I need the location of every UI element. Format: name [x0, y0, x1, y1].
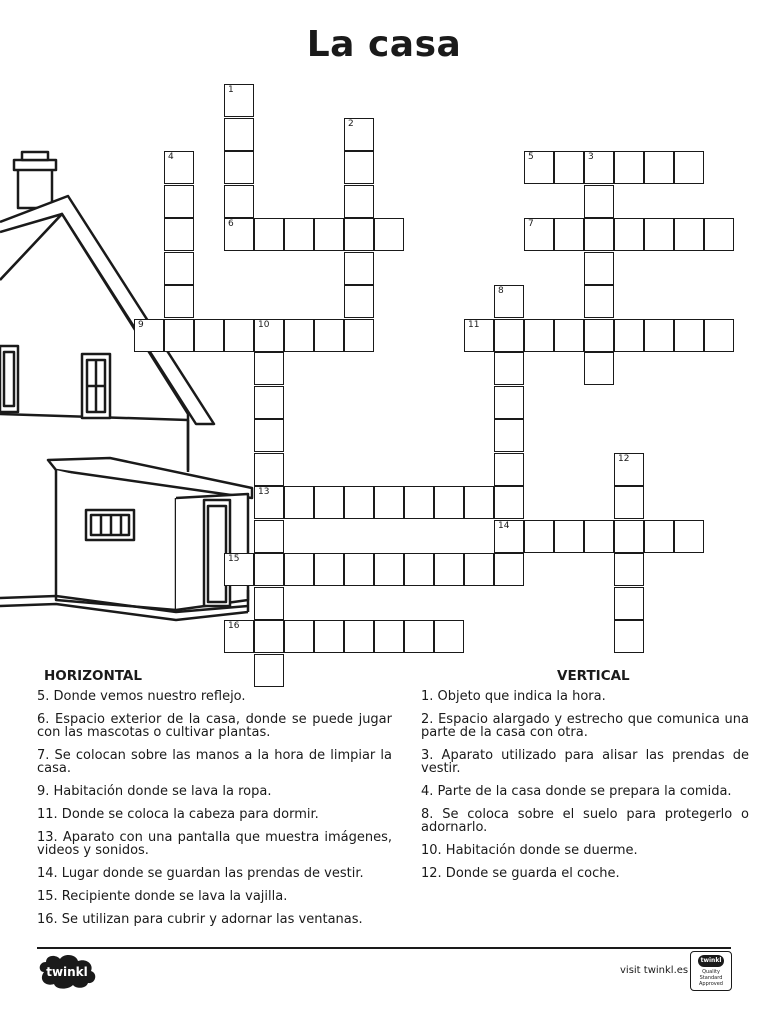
crossword-cell[interactable]	[464, 553, 494, 586]
vertical-heading: VERTICAL	[557, 668, 630, 684]
clue-number: 15	[228, 554, 240, 564]
crossword-cell[interactable]	[614, 620, 644, 653]
crossword-cell[interactable]	[524, 520, 554, 553]
clue-h-9: 9. Habitación donde se lava la ropa.	[37, 784, 272, 799]
crossword-cell[interactable]	[374, 486, 404, 519]
clue-number: 11	[468, 319, 480, 330]
clue-number: 7	[528, 219, 534, 229]
crossword-cell[interactable]	[584, 151, 614, 184]
visit-link[interactable]: visit twinkl.es	[620, 965, 689, 976]
crossword-cell[interactable]	[314, 218, 344, 251]
crossword-cell[interactable]	[314, 486, 344, 519]
clue-number: 16	[228, 621, 240, 631]
crossword-cell[interactable]	[344, 185, 374, 218]
crossword-cell[interactable]	[614, 453, 644, 486]
clue-v-4: 4. Parte de la casa donde se prepara la comida.	[421, 784, 732, 799]
crossword-cell[interactable]	[224, 151, 254, 184]
crossword-cell[interactable]	[614, 520, 644, 553]
clue-v-8: 8. Se coloca sobre el suelo para protegerlo o adornarlo.	[421, 807, 749, 835]
crossword-cell[interactable]	[164, 285, 194, 318]
crossword-cell[interactable]	[164, 185, 194, 218]
clue-v-10: 10. Habitación donde se duerme.	[421, 843, 638, 858]
crossword-cell[interactable]	[194, 319, 224, 352]
clue-v-2: 2. Espacio alargado y estrecho que comunica una parte de la casa con otra.	[421, 712, 749, 740]
quality-badge-icon	[690, 951, 732, 991]
crossword-cell[interactable]	[374, 620, 404, 653]
footer-divider	[37, 947, 731, 949]
crossword-cell[interactable]	[674, 151, 704, 184]
clue-number: 2	[348, 118, 354, 129]
crossword-cell[interactable]	[644, 218, 674, 251]
crossword-cell[interactable]	[584, 352, 614, 385]
crossword-cell[interactable]	[254, 486, 284, 519]
crossword-cell[interactable]	[284, 553, 314, 586]
crossword-cell[interactable]	[374, 218, 404, 251]
clue-number: 5	[528, 152, 534, 162]
crossword-cell[interactable]	[284, 620, 314, 653]
clue-h-5: 5. Donde vemos nuestro reflejo.	[37, 689, 246, 704]
crossword-cell[interactable]	[224, 185, 254, 218]
clue-h-14: 14. Lugar donde se guardan las prendas de vestir.	[37, 866, 364, 881]
clue-number: 12	[618, 453, 630, 464]
crossword-cell[interactable]	[584, 185, 614, 218]
crossword-cell[interactable]	[644, 319, 674, 352]
badge-bottom-text: Quality Standard Approved	[699, 969, 723, 987]
crossword-cell[interactable]	[434, 620, 464, 653]
clue-number: 6	[228, 219, 234, 229]
crossword-cell[interactable]	[224, 620, 254, 653]
crossword-cell[interactable]	[644, 520, 674, 553]
crossword-cell[interactable]	[254, 352, 284, 385]
crossword-cell[interactable]	[404, 620, 434, 653]
crossword-cell[interactable]	[254, 386, 284, 419]
crossword-cell[interactable]	[254, 553, 284, 586]
crossword-cell[interactable]	[494, 486, 524, 519]
crossword-cell[interactable]	[134, 319, 164, 352]
crossword-cell[interactable]	[584, 520, 614, 553]
crossword-cell[interactable]	[494, 453, 524, 486]
crossword-cell[interactable]	[494, 319, 524, 352]
clue-number: 4	[168, 152, 174, 162]
horizontal-clues	[37, 690, 392, 936]
badge-top-text: twinkl	[698, 955, 724, 967]
clue-h-16: 16. Se utilizan para cubrir y adornar las ventanas.	[37, 912, 363, 927]
crossword-cell[interactable]	[704, 319, 734, 352]
crossword-cell[interactable]	[524, 151, 554, 184]
crossword-cell[interactable]	[584, 252, 614, 285]
crossword-cell[interactable]	[704, 218, 734, 251]
crossword-cell[interactable]	[554, 151, 584, 184]
clue-number: 9	[138, 319, 144, 330]
crossword-cell[interactable]	[164, 151, 194, 184]
clue-h-13: 13. Aparato con una pantalla que muestra imágenes, videos y sonidos.	[37, 830, 392, 858]
crossword-cell[interactable]	[554, 319, 584, 352]
clue-number: 3	[588, 152, 594, 162]
crossword-cell[interactable]	[254, 520, 284, 553]
crossword-cell[interactable]	[314, 319, 344, 352]
crossword-cell[interactable]	[224, 218, 254, 251]
crossword-cell[interactable]	[434, 486, 464, 519]
page-title: La casa	[306, 24, 462, 65]
crossword-cell[interactable]	[614, 587, 644, 620]
crossword-cell[interactable]	[254, 319, 284, 352]
crossword-cell[interactable]	[524, 218, 554, 251]
crossword-cell[interactable]	[494, 352, 524, 385]
crossword-cell[interactable]	[344, 151, 374, 184]
crossword-cell[interactable]	[224, 84, 254, 117]
crossword-cell[interactable]	[554, 520, 584, 553]
crossword-cell[interactable]	[284, 486, 314, 519]
crossword-cell[interactable]	[224, 118, 254, 151]
crossword-cell[interactable]	[674, 319, 704, 352]
crossword-cell[interactable]	[674, 520, 704, 553]
clue-v-3: 3. Aparato utilizado para alisar las prendas de vestir.	[421, 748, 749, 776]
crossword-cell[interactable]	[464, 319, 494, 352]
crossword-cell[interactable]	[524, 319, 554, 352]
crossword-cell[interactable]	[644, 151, 674, 184]
crossword-cell[interactable]	[314, 553, 344, 586]
crossword-cell[interactable]	[614, 319, 644, 352]
clue-number: 1	[228, 85, 234, 95]
crossword-cell[interactable]	[284, 218, 314, 251]
crossword-cell[interactable]	[584, 319, 614, 352]
crossword-cell[interactable]	[404, 486, 434, 519]
crossword-cell[interactable]	[404, 553, 434, 586]
clue-number: 13	[258, 487, 270, 497]
crossword-cell[interactable]	[464, 486, 494, 519]
crossword-cell[interactable]	[314, 620, 344, 653]
crossword-cell[interactable]	[494, 553, 524, 586]
crossword-cell[interactable]	[344, 252, 374, 285]
horizontal-heading: HORIZONTAL	[44, 668, 142, 684]
twinkl-logo-icon[interactable]	[36, 952, 100, 990]
crossword-cell[interactable]	[254, 620, 284, 653]
crossword-cell[interactable]	[374, 553, 404, 586]
crossword-cell[interactable]	[494, 386, 524, 419]
vertical-clues	[421, 690, 749, 890]
clue-h-7: 7. Se colocan sobre las manos a la hora de limpiar la casa.	[37, 748, 392, 776]
crossword-cell[interactable]	[254, 419, 284, 452]
crossword-cell[interactable]	[554, 218, 584, 251]
crossword-cell[interactable]	[164, 252, 194, 285]
crossword-cell[interactable]	[584, 285, 614, 318]
crossword-cell[interactable]	[164, 218, 194, 251]
crossword-cell[interactable]	[224, 319, 254, 352]
crossword-cell[interactable]	[284, 319, 314, 352]
clue-v-12: 12. Donde se guarda el coche.	[421, 866, 620, 881]
crossword-cell[interactable]	[344, 218, 374, 251]
crossword-cell[interactable]	[494, 419, 524, 452]
crossword-cell[interactable]	[614, 151, 644, 184]
crossword-cell[interactable]	[344, 620, 374, 653]
crossword-cell[interactable]	[614, 553, 644, 586]
crossword-cell[interactable]	[584, 218, 614, 251]
crossword-cell[interactable]	[614, 218, 644, 251]
crossword-cell[interactable]	[614, 486, 644, 519]
crossword-cell[interactable]	[494, 285, 524, 318]
clue-h-15: 15. Recipiente donde se lava la vajilla.	[37, 889, 288, 904]
logo-text: twinkl	[46, 965, 88, 979]
clue-number: 8	[498, 286, 504, 296]
crossword-cell[interactable]	[254, 654, 284, 687]
crossword-cell[interactable]	[434, 553, 464, 586]
crossword-cell[interactable]	[344, 553, 374, 586]
crossword-cell[interactable]	[254, 453, 284, 486]
crossword-cell[interactable]	[254, 587, 284, 620]
clue-number: 14	[498, 520, 510, 531]
crossword-cell[interactable]	[344, 319, 374, 352]
crossword-cell[interactable]	[674, 218, 704, 251]
clue-h-6: 6. Espacio exterior de la casa, donde se puede jugar con las mascotas o cultivar plantas.	[37, 712, 392, 740]
clue-h-11: 11. Donde se coloca la cabeza para dormir.	[37, 807, 319, 822]
crossword-cell[interactable]	[494, 520, 524, 553]
crossword-cell[interactable]	[224, 553, 254, 586]
crossword-cell[interactable]	[164, 319, 194, 352]
clue-number: 10	[258, 319, 270, 330]
crossword-cell[interactable]	[254, 218, 284, 251]
clue-v-1: 1. Objeto que indica la hora.	[421, 689, 606, 704]
crossword-cell[interactable]	[344, 118, 374, 151]
crossword-cell[interactable]	[344, 486, 374, 519]
crossword-cell[interactable]	[344, 285, 374, 318]
